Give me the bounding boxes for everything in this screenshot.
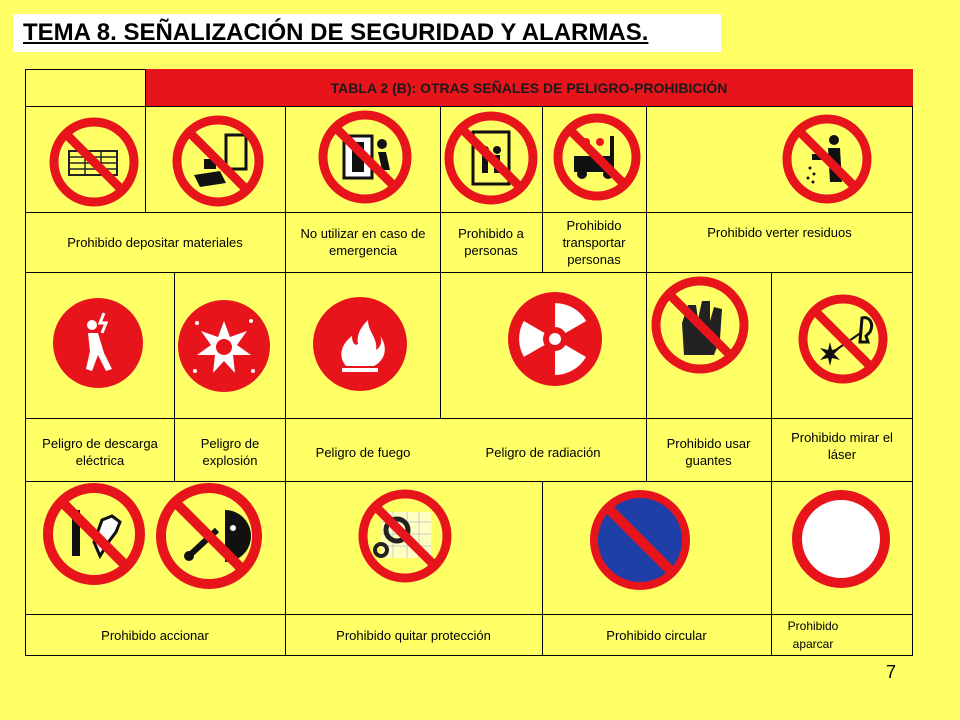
col-divider (145, 106, 146, 212)
page-number: 7 (886, 662, 897, 682)
col-divider (174, 272, 175, 481)
col-divider (285, 272, 286, 481)
label-guantes: Prohibido usar guantes (666, 436, 751, 468)
fuego-icon (312, 296, 408, 392)
col-divider (145, 69, 146, 106)
col-divider (542, 106, 543, 272)
prohibido-accionar-icon (40, 480, 148, 588)
label-prohibido-aparcar: Prohibido aparcar (787, 619, 839, 651)
row-divider (25, 106, 913, 107)
label-prohibido-circular: Prohibido circular (606, 627, 707, 643)
prohibido-depositar-icon (47, 115, 141, 209)
prohibido-paso-carga-icon (170, 113, 266, 209)
prohibido-circular-icon (590, 490, 690, 590)
col-divider (440, 272, 441, 418)
row-divider (25, 272, 913, 273)
label-prohibido-personas: Prohibido a personas (458, 226, 524, 258)
label-quitar-proteccion: Prohibido quitar protección (336, 627, 491, 643)
prohibido-accionar-herramienta-icon (153, 480, 265, 592)
label-prohibido-depositar: Prohibido depositar materiales (67, 234, 243, 250)
prohibido-transportar-icon (552, 112, 642, 202)
quitar-proteccion-icon (357, 488, 453, 584)
col-divider (771, 481, 772, 656)
label-prohibido-verter: Prohibido verter residuos (707, 224, 852, 240)
col-divider (646, 272, 647, 481)
label-prohibido-accionar: Prohibido accionar (101, 627, 209, 643)
no-emergencia-icon (316, 108, 414, 206)
label-laser: Prohibido mirar el láser (791, 430, 893, 462)
label-prohibido-transportar: Prohibido transportar personas (562, 217, 626, 267)
label-descarga-electrica: Peligro de descarga eléctrica (42, 436, 158, 468)
prohibido-verter-icon (780, 112, 874, 206)
descarga-electrica-icon (52, 297, 144, 389)
table-header: TABLA 2 (B): OTRAS SEÑALES DE PELIGRO-PROHIBICIÓN (145, 69, 913, 106)
col-divider (771, 272, 772, 481)
label-fuego: Peligro de fuego (315, 444, 411, 460)
label-explosion: Peligro de explosión (200, 436, 260, 468)
label-radiacion: Peligro de radiación (485, 444, 601, 460)
radiacion-icon (507, 291, 603, 387)
prohibido-personas-icon (443, 110, 539, 206)
guantes-icon (650, 275, 750, 375)
laser-icon (796, 292, 890, 386)
explosion-icon (177, 299, 271, 393)
page-title: TEMA 8. SEÑALIZACIÓN DE SEGURIDAD Y ALARMAS. (13, 14, 721, 52)
prohibido-aparcar-icon (790, 488, 892, 590)
label-no-emergencia: No utilizar en caso de emergencia (300, 226, 426, 258)
col-divider (285, 106, 286, 272)
col-divider (440, 106, 441, 272)
